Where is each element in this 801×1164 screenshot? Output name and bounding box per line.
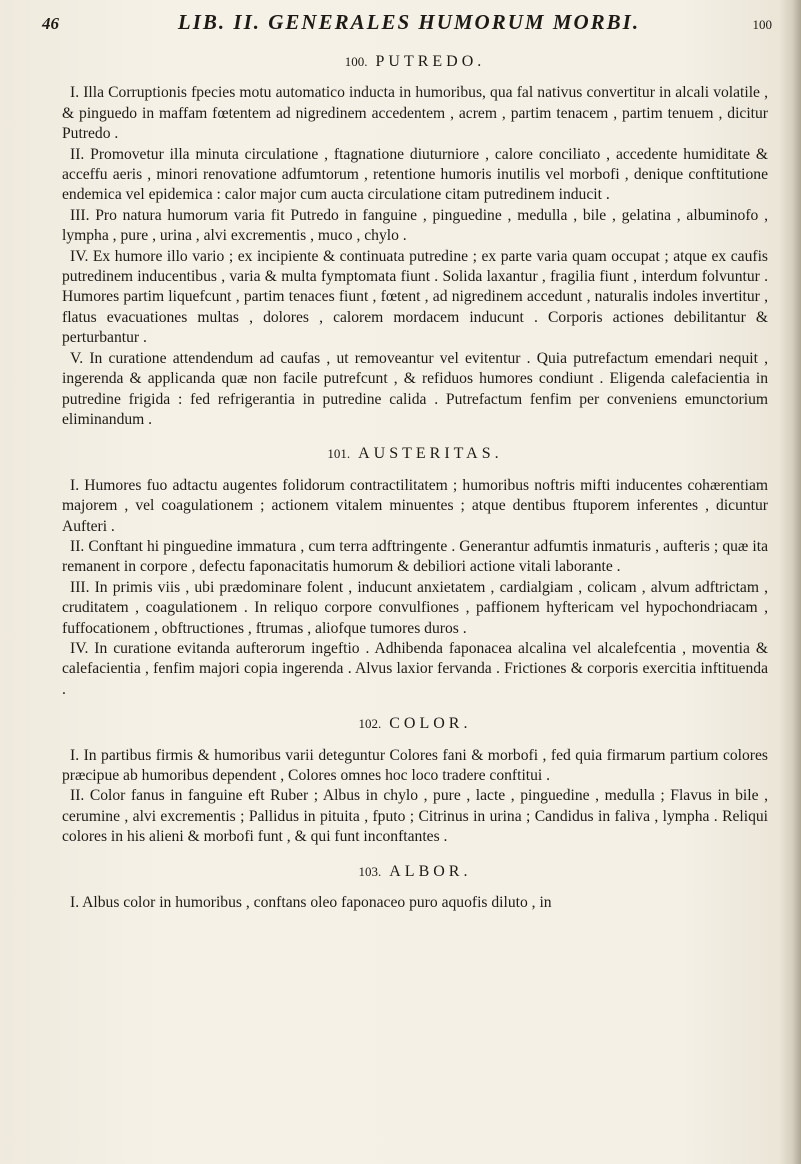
section-heading (62, 714, 768, 734)
page-spine-shadow (779, 0, 801, 1164)
section-number: 100. (344, 54, 368, 69)
header-ref: 100 (752, 17, 772, 32)
running-title: LIB. II. GENERALES HUMORUM MORBI. (177, 10, 641, 34)
paragraph: II. Promovetur illa minuta circulatione , ftagnatione diuturniore , calore conciliato , accedente humiditate & acceffu aeris , minori renovatione adfumtorum , retentione humoris inutilis vel morbofi , denique conftitutione endemica vel epidemica : calor major cum aucta circulatione citam putredinem inducit . (62, 145, 768, 204)
running-header (42, 10, 772, 46)
section-number: 103. (358, 863, 382, 879)
paragraph: III. In primis viis , ubi prædominare folent , inducunt anxietatem , cardialgiam , colicam , alvum adftrictam , cruditatem , coagulationem . In reliquo corpore convulfiones , paffionem hyftericam vel hypochondriacam , fuffocationem , obftructiones , ftrumas , aliofque tumores duros . (62, 578, 768, 637)
section-heading (62, 52, 768, 72)
paragraph: II. Conftant hi pinguedine immatura , cum terra adftringente . Generantur adfumtis inmaturis , aufteris ; quæ ita remanent in corpore , defectu faponacitatis humorum & debiliori actione vitali laborante . (62, 537, 768, 576)
section-title: COLOR. (389, 715, 472, 733)
section-austeritas (62, 444, 768, 700)
paragraph: V. In curatione attendendum ad caufas , ut removeantur vel evitentur . Quia putrefactum emendari nequit , ingerenda & applicanda quæ non facile putrefcunt , & refiduos humores condiunt . Eligenda calefacientia in putredine frigida : fed refrigerantia in putredine calida . Putrefactum fenfim per conveniens emunctorium eliminandum . (62, 349, 768, 428)
section-albor (62, 862, 768, 914)
section-title: PUTREDO. (375, 53, 486, 70)
section-heading (62, 862, 768, 882)
paragraph: I. Illa Corruptionis fpecies motu automatico inducta in humoribus, qua fal nativus convertitur in alcali volatile , & pinguedo in maffam fœtentem ad nigredinem accedentem , acrem , partim tenacem , partim tenuem , dicitur Putredo . (62, 84, 768, 143)
section-number: 102. (358, 716, 382, 732)
paragraph: I. In partibus firmis & humoribus varii deteguntur Colores fani & morbofi , fed quia firmarum partium colores præcipue ab humoribus dependent , Colores omnes hoc loco tradere conftitui . (62, 746, 768, 784)
paragraph: II. Color fanus in fanguine eft Ruber ; Albus in chylo , pure , lacte , pinguedine , medulla ; Flavus in bile , cerumine , alvi excrementis ; Pallidus in pituita , fputo ; Citrinus in urina ; Candidus in faliva , lympha . Reliqui colores in his alieni & morbofi funt , & qui funt inconftantes . (62, 787, 768, 846)
text-body (62, 52, 768, 913)
section-number: 101. (327, 446, 351, 462)
paragraph: IV. In curatione evitanda aufterorum ingeftio . Adhibenda faponacea alcalina vel alcalefcentia , moventia & calefacientia , fenfim majori copia ingerenda . Alvus laxior fervanda . Frictiones & corporis exercitia inftituenda . (62, 639, 768, 698)
section-title: ALBOR. (389, 862, 472, 880)
paragraph: IV. Ex humore illo vario ; ex incipiente & continuata putredine ; ex parte varia quam occupat ; atque ex caufis putredinem inducentibus , varia & multa fymptomata fiunt . Solida laxantur , fragilia fiunt , interdum folvuntur . Humores partim liquefcunt , partim tenaces fiunt , fœtent , ad nigredinem accedunt , naturalis indoles invertitur , flatus evacuationes multas , dolores , calorem mordacem inducunt . Corporis actiones debilitantur & perturbantur . (62, 247, 768, 347)
section-title: AUSTERITAS. (358, 445, 503, 463)
paragraph: III. Pro natura humorum varia fit Putredo in fanguine , pinguedine , medulla , bile , gelatina , albuminofo , lympha , pure , urina , alvi excrementis , muco , chylo . (62, 206, 768, 245)
paragraph: I. Humores fuo adtactu augentes folidorum contractilitatem ; humoribus noftris mifti inducentes cohærentiam majorem , vel coagulationem ; actionem vitalem minuentes ; atque dentibus ftuporem inferentes , dicuntur Aufteri . (62, 476, 768, 535)
paragraph: I. Albus color in humoribus , conftans oleo faponaceo puro aquofis diluto , in (70, 894, 552, 912)
section-color (62, 714, 768, 847)
page-number: 46 (42, 14, 59, 33)
section-putredo (62, 52, 768, 430)
section-heading (62, 444, 768, 464)
